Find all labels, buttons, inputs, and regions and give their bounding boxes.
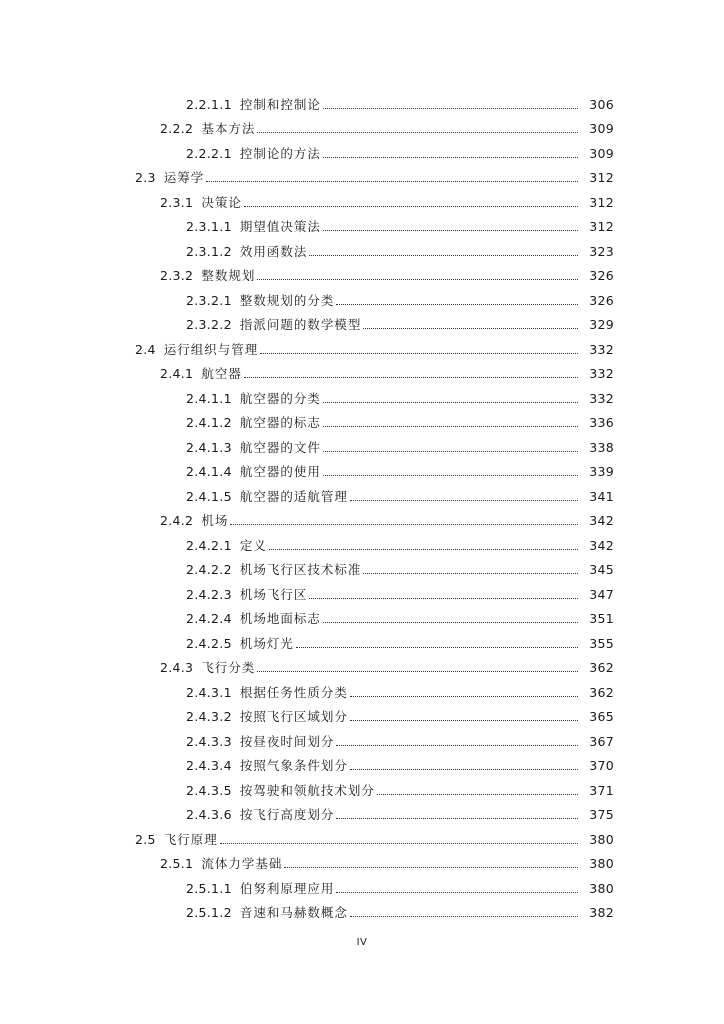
toc-entry-title: 按驾驶和领航技术划分	[239, 782, 375, 798]
toc-entry-page: 332	[589, 366, 614, 381]
toc-entry-title: 运筹学	[163, 170, 205, 185]
toc-entry-title: 按照气象条件划分	[239, 758, 348, 773]
dot-leader	[230, 524, 578, 525]
dot-leader	[323, 475, 578, 476]
toc-entry-label	[160, 121, 255, 137]
toc-entry-title: 运行组织与管理	[163, 341, 259, 357]
dot-leader	[323, 622, 578, 623]
toc-entry-page: 306	[589, 96, 614, 112]
toc-entry-label	[186, 562, 361, 578]
toc-entry-title: 按照飞行区域划分	[239, 709, 348, 724]
dot-leader	[336, 892, 578, 893]
toc-entry-title: 机场飞行区技术标准	[239, 562, 362, 577]
toc-entry-label	[160, 268, 255, 284]
toc-entry-number: 2.2.1.1	[186, 96, 232, 112]
toc-entry[interactable]	[0, 113, 724, 138]
toc-entry-title: 机场地面标志	[239, 611, 321, 626]
toc-entry[interactable]	[0, 162, 724, 187]
toc-entry-number: 2.4.2.4	[186, 611, 232, 626]
toc-entry-page: 380	[589, 831, 614, 847]
toc-entry-title: 机场飞行区	[239, 586, 308, 602]
toc-entry[interactable]	[0, 750, 724, 775]
toc-entry-label	[186, 489, 348, 505]
toc-entry-title: 音速和马赫数概念	[239, 905, 348, 920]
toc-entry[interactable]	[0, 799, 724, 824]
toc-entry-page: 312	[589, 194, 614, 210]
dot-leader	[363, 573, 578, 574]
toc-entry-number: 2.5.1.1	[186, 880, 232, 896]
toc-entry[interactable]	[0, 554, 724, 579]
toc-entry-label	[186, 440, 321, 456]
toc-entry-page: 380	[589, 880, 614, 896]
toc-entry-page: 370	[589, 758, 614, 773]
toc-entry-number: 2.4.3	[160, 660, 194, 675]
toc-entry-title: 按昼夜时间划分	[239, 733, 335, 749]
toc-entry-page: 329	[589, 317, 614, 332]
toc-entry-number: 2.5	[135, 831, 156, 847]
toc-entry-label	[186, 464, 321, 480]
toc-entry-title: 流体力学基础	[201, 856, 283, 871]
dot-leader	[260, 353, 578, 354]
toc-entry-page: 312	[589, 170, 614, 185]
dot-leader	[350, 916, 578, 917]
toc-entry-number: 2.4	[135, 341, 156, 357]
dot-leader	[350, 500, 578, 501]
toc-entry-label	[160, 195, 242, 211]
toc-entry-title: 伯努利原理应用	[239, 880, 335, 896]
toc-entry-label	[186, 538, 267, 554]
dot-leader	[336, 304, 578, 305]
toc-entry-page: 332	[589, 341, 614, 357]
toc-entry-label	[186, 244, 307, 260]
toc-entry-number: 2.4.3.3	[186, 733, 232, 749]
toc-entry-page: 338	[589, 439, 614, 455]
toc-entry-number: 2.4.3.5	[186, 782, 232, 798]
toc-entry-label	[135, 170, 204, 186]
toc-entry-number: 2.2.2.1	[186, 145, 232, 161]
toc-entry-label	[186, 734, 334, 750]
dot-leader	[244, 206, 578, 207]
toc-entry-title: 航空器的分类	[239, 390, 321, 406]
toc-entry[interactable]	[0, 382, 724, 407]
toc-entry-title: 机场灯光	[239, 635, 294, 651]
dot-leader	[284, 867, 578, 868]
toc-entry[interactable]	[0, 725, 724, 750]
toc-entry-title: 控制论的方法	[239, 145, 321, 161]
toc-entry-title: 效用函数法	[239, 243, 308, 259]
dot-leader	[257, 132, 578, 133]
toc-entry[interactable]	[0, 627, 724, 652]
toc-entry[interactable]	[0, 309, 724, 334]
toc-entry[interactable]	[0, 333, 724, 358]
toc-entry-title: 航空器的适航管理	[239, 488, 348, 504]
toc-entry-title: 定义	[239, 537, 267, 553]
dot-leader	[377, 794, 578, 795]
dot-leader	[323, 402, 578, 403]
toc-entry-page: 342	[589, 513, 614, 528]
toc-entry-number: 2.4.1.1	[186, 390, 232, 406]
dot-leader	[269, 549, 578, 550]
toc-entry-title: 飞行原理	[163, 831, 218, 847]
toc-entry-number: 2.4.1.5	[186, 488, 232, 504]
toc-entry-number: 2.3.1	[160, 194, 194, 210]
toc-entry-number: 2.4.2.1	[186, 537, 232, 553]
toc-entry-page: 309	[589, 145, 614, 161]
toc-entry-label	[186, 807, 334, 823]
toc-entry-label	[186, 587, 307, 603]
toc-entry-label	[186, 685, 348, 701]
toc-entry-page: 347	[589, 586, 614, 602]
toc-entry-number: 2.4.1.3	[186, 439, 232, 455]
toc-entry-title: 航空器	[201, 366, 242, 381]
toc-entry-number: 2.3.2.2	[186, 317, 232, 332]
toc-entry[interactable]	[0, 407, 724, 432]
toc-entry-title: 机场	[201, 513, 229, 528]
toc-entry[interactable]	[0, 823, 724, 848]
toc-entry-page: 362	[589, 684, 614, 700]
dot-leader	[350, 720, 578, 721]
dot-leader	[257, 279, 578, 280]
dot-leader	[323, 157, 578, 158]
toc-entry-title: 整数规划	[201, 268, 256, 283]
toc-entry-number: 2.4.2.3	[186, 586, 232, 602]
toc-entry[interactable]	[0, 260, 724, 285]
dot-leader	[350, 696, 578, 697]
toc-entry-page: 326	[589, 292, 614, 308]
toc-entry-number: 2.5.1	[160, 856, 194, 871]
toc-entry-number: 2.4.2.2	[186, 562, 232, 577]
dot-leader	[323, 108, 578, 109]
page-number: IV	[356, 937, 368, 948]
toc-entry[interactable]	[0, 186, 724, 211]
toc-entry[interactable]	[0, 848, 724, 873]
toc-entry-label	[160, 660, 255, 676]
toc-entry[interactable]	[0, 456, 724, 481]
toc-entry-page: 355	[589, 635, 614, 651]
toc-entry-label	[135, 832, 218, 848]
toc-entry-number: 2.3.2	[160, 268, 194, 283]
toc-entry[interactable]	[0, 701, 724, 726]
toc-entry-number: 2.4.1	[160, 366, 194, 381]
dot-leader	[350, 769, 578, 770]
toc-entry-title: 航空器的使用	[239, 464, 321, 479]
toc-entry-label	[160, 366, 242, 382]
toc-entry-label	[186, 391, 321, 407]
toc-entry-page: 339	[589, 464, 614, 479]
dot-leader	[336, 818, 578, 819]
toc-entry-page: 362	[589, 660, 614, 675]
toc-entry-page: 341	[589, 488, 614, 504]
toc-entry-page: 375	[589, 807, 614, 822]
toc-entry-title: 根据任务性质分类	[239, 684, 348, 700]
toc-entry-number: 2.4.1.2	[186, 415, 232, 430]
toc-entry-page: 351	[589, 611, 614, 626]
toc-entry-number: 2.4.2	[160, 513, 194, 528]
dot-leader	[323, 451, 578, 452]
dot-leader	[336, 745, 578, 746]
toc-entry-number: 2.4.3.6	[186, 807, 232, 822]
dot-leader	[363, 328, 578, 329]
toc-entry-label	[186, 97, 321, 113]
toc-entry[interactable]	[0, 529, 724, 554]
toc-entry-page: 312	[589, 219, 614, 234]
dot-leader	[309, 255, 578, 256]
toc-entry-label	[186, 636, 294, 652]
toc-entry-label	[186, 219, 321, 235]
toc-entry-number: 2.4.3.2	[186, 709, 232, 724]
toc-entry-title: 航空器的标志	[239, 415, 321, 430]
toc-entry[interactable]	[0, 897, 724, 922]
toc-entry-page: 332	[589, 390, 614, 406]
toc-entry-label	[186, 905, 348, 921]
dot-leader	[323, 230, 578, 231]
toc-entry[interactable]	[0, 211, 724, 236]
toc-entry-label	[186, 611, 321, 627]
toc-entry-label	[160, 856, 282, 872]
toc-entry-label	[186, 881, 334, 897]
toc-entry-number: 2.3.1.1	[186, 219, 232, 234]
toc-entry-title: 决策论	[201, 194, 242, 210]
toc-entry-title: 控制和控制论	[239, 96, 321, 112]
toc-entry-label	[160, 513, 228, 529]
toc-entry-number: 2.4.3.1	[186, 684, 232, 700]
toc-entry[interactable]	[0, 652, 724, 677]
dot-leader	[206, 181, 578, 182]
toc-entry[interactable]	[0, 431, 724, 456]
toc-entry-page: 336	[589, 415, 614, 430]
toc-entry-label	[186, 783, 375, 799]
toc-entry[interactable]	[0, 235, 724, 260]
toc-entry-label	[186, 293, 334, 309]
toc-entry-number: 2.3	[135, 170, 156, 185]
toc-entry-page: 326	[589, 268, 614, 283]
toc-entry-title: 指派问题的数学模型	[239, 317, 362, 332]
toc-entry[interactable]	[0, 88, 724, 113]
toc-entry-page: 342	[589, 537, 614, 553]
toc-entry-page: 367	[589, 733, 614, 749]
dot-leader	[296, 647, 578, 648]
dot-leader	[244, 377, 578, 378]
toc-entry-title: 飞行分类	[201, 660, 256, 675]
toc-entry[interactable]	[0, 676, 724, 701]
toc-entry-label	[186, 415, 321, 431]
toc-entry-page: 365	[589, 709, 614, 724]
toc-entry-label	[186, 146, 321, 162]
dot-leader	[309, 598, 578, 599]
dot-leader	[220, 843, 578, 844]
toc-entry-number: 2.4.3.4	[186, 758, 232, 773]
toc-entry-page: 309	[589, 121, 614, 136]
table-of-contents	[0, 88, 724, 921]
toc-entry-label	[135, 342, 258, 358]
dot-leader	[257, 671, 578, 672]
toc-entry-number: 2.3.1.2	[186, 243, 232, 259]
toc-entry-title: 整数规划的分类	[239, 292, 335, 308]
toc-entry-label	[186, 709, 348, 725]
toc-entry-page: 345	[589, 562, 614, 577]
toc-entry-page: 371	[589, 782, 614, 798]
toc-entry-label	[186, 317, 361, 333]
toc-entry[interactable]	[0, 480, 724, 505]
dot-leader	[323, 426, 578, 427]
toc-entry-page: 382	[589, 905, 614, 920]
toc-entry-page: 380	[589, 856, 614, 871]
toc-entry-title: 按飞行高度划分	[239, 807, 335, 822]
toc-entry-number: 2.5.1.2	[186, 905, 232, 920]
toc-entry[interactable]	[0, 358, 724, 383]
toc-entry[interactable]	[0, 578, 724, 603]
toc-entry-number: 2.4.2.5	[186, 635, 232, 651]
toc-entry[interactable]	[0, 872, 724, 897]
toc-entry-number: 2.4.1.4	[186, 464, 232, 479]
toc-entry[interactable]	[0, 284, 724, 309]
toc-entry-number: 2.2.2	[160, 121, 194, 136]
toc-entry[interactable]	[0, 137, 724, 162]
toc-entry-page: 323	[589, 243, 614, 259]
toc-entry-title: 期望值决策法	[239, 219, 321, 234]
toc-entry[interactable]	[0, 603, 724, 628]
toc-entry-label	[186, 758, 348, 774]
toc-entry-title: 航空器的文件	[239, 439, 321, 455]
toc-entry[interactable]	[0, 505, 724, 530]
toc-entry[interactable]	[0, 774, 724, 799]
toc-entry-title: 基本方法	[201, 121, 256, 136]
toc-entry-number: 2.3.2.1	[186, 292, 232, 308]
